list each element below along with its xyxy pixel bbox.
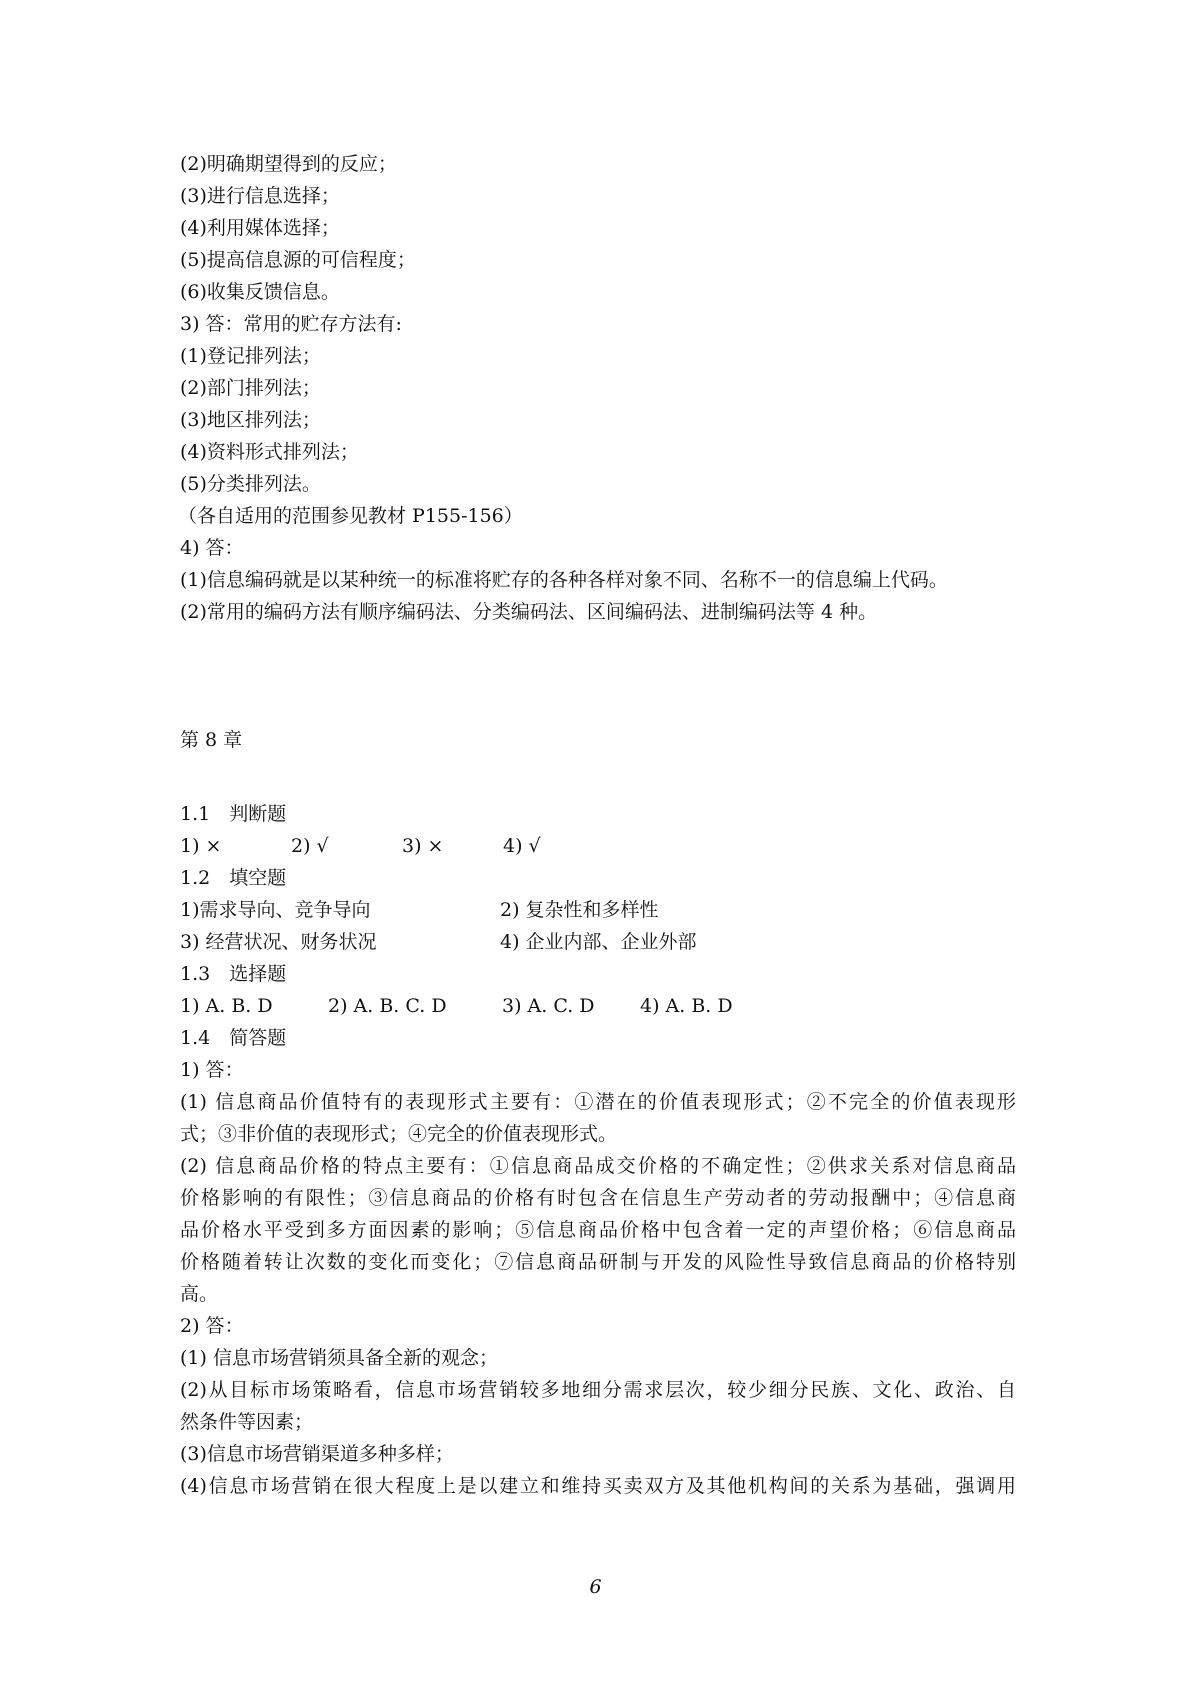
chapter-title: 第 8 章 <box>180 729 243 751</box>
fill-blank-answer: 2) 复杂性和多样性 <box>500 899 659 921</box>
text-line: (3)地区排列法； <box>180 409 321 431</box>
text-line: (5)分类排列法。 <box>180 473 321 495</box>
choice-answer: 4) A. B. D <box>640 995 733 1017</box>
fill-blank-answer: 3) 经营状况、财务状况 <box>180 931 377 953</box>
section-heading-judgment: 1.1 判断题 <box>180 803 287 825</box>
question-label: 1) 答： <box>180 1059 244 1081</box>
paragraph-line: (4)信息市场营销在很大程度上是以建立和维持买卖双方及其他机构间的关系为基础，强调用 <box>180 1475 1016 1497</box>
paragraph-line: 然条件等因素； <box>180 1411 314 1433</box>
paragraph-line: (1) 信息商品价值特有的表现形式主要有：①潜在的价值表现形式；②不完全的价值表现形 <box>180 1091 1016 1113</box>
paragraph-line: (1) 信息市场营销须具备全新的观念； <box>180 1347 498 1369</box>
paragraph-line: 品价格水平受到多方面因素的影响；⑤信息商品价格中包含着一定的声望价格；⑥信息商品 <box>180 1219 1016 1241</box>
choice-answer: 1) A. B. D <box>180 995 273 1017</box>
paragraph-line: 式；③非价值的表现形式；④完全的价值表现形式。 <box>180 1123 618 1145</box>
text-line: 4) 答： <box>180 537 244 559</box>
fill-blank-answer: 4) 企业内部、企业外部 <box>500 931 697 953</box>
choice-answer: 3) A. C. D <box>502 995 595 1017</box>
section-heading-choice: 1.3 选择题 <box>180 963 287 985</box>
paragraph-line: (2)从目标市场策略看，信息市场营销较多地细分需求层次，较少细分民族、文化、政治、自 <box>180 1379 1016 1401</box>
section-heading-fill-blank: 1.2 填空题 <box>180 867 287 889</box>
text-line: (4)资料形式排列法； <box>180 441 359 463</box>
question-label: 2) 答： <box>180 1315 244 1337</box>
fill-blank-answer: 1)需求导向、竞争导向 <box>180 899 371 921</box>
paragraph-line: 高。 <box>180 1283 219 1305</box>
text-line: (2)部门排列法； <box>180 377 321 399</box>
text-line: (3)进行信息选择； <box>180 185 340 207</box>
text-line: (1)登记排列法； <box>180 345 321 367</box>
text-line: (6)收集反馈信息。 <box>180 281 340 303</box>
text-line: (1)信息编码就是以某种统一的标准将贮存的各种各样对象不同、名称不一的信息编上代码。 <box>180 569 948 591</box>
judgment-answer: 1) × <box>180 835 222 857</box>
page-number: 6 <box>589 1576 602 1598</box>
text-line: (2)常用的编码方法有顺序编码法、分类编码法、区间编码法、进制编码法等 4 种。 <box>180 601 878 623</box>
section-heading-short-answer: 1.4 简答题 <box>180 1027 287 1049</box>
paragraph-line: (2) 信息商品价格的特点主要有：①信息商品成交价格的不确定性；②供求关系对信息商品 <box>180 1155 1016 1177</box>
text-line: (5)提高信息源的可信程度； <box>180 249 416 271</box>
paragraph-line: (3)信息市场营销渠道多种多样； <box>180 1443 454 1465</box>
text-line: 3) 答：常用的贮存方法有: <box>180 313 402 335</box>
judgment-answer: 4) √ <box>503 835 541 857</box>
text-line: (2)明确期望得到的反应； <box>180 153 397 175</box>
choice-answer: 2) A. B. C. D <box>328 995 447 1017</box>
judgment-answer: 2) √ <box>291 835 329 857</box>
paragraph-line: 价格影响的有限性；③信息商品的价格有时包含在信息生产劳动者的劳动报酬中；④信息商 <box>180 1187 1016 1209</box>
text-line: (4)利用媒体选择； <box>180 217 340 239</box>
judgment-answer: 3) × <box>402 835 444 857</box>
paragraph-line: 价格随着转让次数的变化而变化；⑦信息商品研制与开发的风险性导致信息商品的价格特别 <box>180 1251 1016 1273</box>
text-line: （各自适用的范围参见教材 P155-156） <box>178 505 523 527</box>
